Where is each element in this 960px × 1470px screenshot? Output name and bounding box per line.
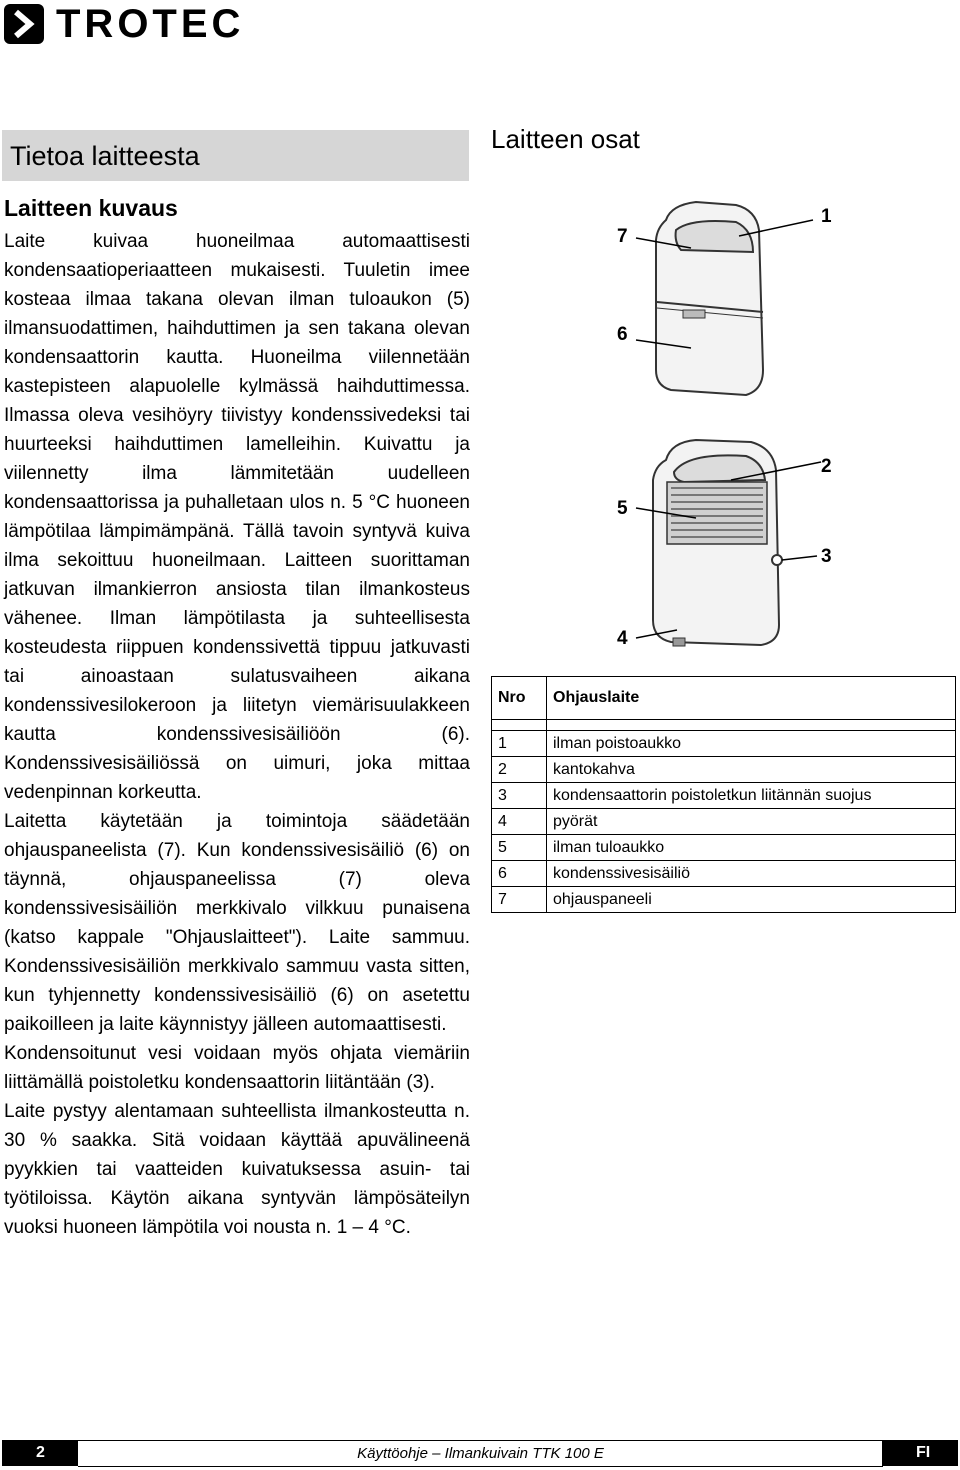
table-row — [492, 835, 956, 861]
callout-4: 4 — [617, 628, 628, 649]
table-row — [492, 809, 956, 835]
paragraph-1: Laite kuivaa huoneilmaa automaattisesti kondensaatioperiaatteen mukaisesti. Tuuletin imee kosteaa ilmaa takana olevan ilman tuloaukon (5) ilmansuodattimen, haihduttimen ja sen takana olevan kondensaattorin kautta. Huoneilma viilennetään kastepisteen alapuolelle kylmässä haihduttimessa. Ilmassa oleva vesihöyry tiivistyy kondenssivedeksi tai huurteeksi haihduttimen lamelleihin. Kuivattu ja viilennetty ilma lämmitetään uudelleen kondensaattorissa ja puhalletaan ulos n. 5 °C huoneen lämpötilaa lämpimämpänä. Tällä tavoin syntyvä kuiva ilma sekoittuu huoneilmaan. Laitteen suorittaman jatkuvan ilmankierron ansiosta tilan ilmankosteus vähenee. Ilman lämpötilasta ja suhteellisesta kosteudesta riippuen kondenssivettä tippuu jatkuvasti tai ainoastaan sulatusvaiheen aikana kondenssivesilokeroon ja liitetyn viemärisuulakkeen kautta kondenssivesisäiliöön (6). Kondenssivesisäiliössä on uimuri, joka mittaa vedenpinnan korkeutta. — [4, 231, 470, 803]
table-row — [492, 861, 956, 887]
table-row — [492, 783, 956, 809]
row-label: ilman tuloaukko — [547, 835, 956, 861]
description-heading: Laitteen kuvaus — [4, 195, 178, 221]
language-code: FI — [882, 1440, 958, 1466]
row-label: kantokahva — [547, 757, 956, 783]
logo-mark-icon — [4, 4, 44, 44]
row-number: 3 — [492, 783, 547, 809]
parts-table — [491, 676, 956, 913]
row-label: kondensaattorin poistoletkun liitännän suojus — [547, 783, 956, 809]
parts-title: Laitteen osat — [491, 124, 640, 154]
row-number: 7 — [492, 887, 547, 913]
section-header-bar — [2, 130, 469, 181]
dehumidifier-illustration — [491, 190, 951, 660]
header-nro: Nro — [492, 677, 547, 720]
row-number: 2 — [492, 757, 547, 783]
row-number: 4 — [492, 809, 547, 835]
row-number: 5 — [492, 835, 547, 861]
page-footer — [2, 1440, 958, 1466]
callout-6: 6 — [617, 324, 628, 345]
document-title: Käyttöohje – Ilmankuivain TTK 100 E — [78, 1440, 883, 1467]
row-label: pyörät — [547, 809, 956, 835]
callout-2: 2 — [821, 456, 832, 477]
page-number: 2 — [2, 1440, 78, 1466]
device-figure — [491, 190, 951, 660]
row-label: ilman poistoaukko — [547, 731, 956, 757]
callout-1: 1 — [821, 206, 832, 227]
row-label: ohjauspaneeli — [547, 887, 956, 913]
callout-5: 5 — [617, 498, 628, 519]
table-header-row — [492, 677, 956, 720]
callout-7: 7 — [617, 226, 628, 247]
table-spacer — [492, 720, 956, 731]
paragraph-2: Laitetta käytetään ja toimintoja säädetään ohjauspaneelista (7). Kun kondenssivesisäiliö (6) on täynnä, ohjauspaneelissa (7) oleva kondenssivesisäiliön merkkivalo vilkkuu punaisena (katso kappale "Ohjauslaitteet"). Laite sammuu. Kondenssivesisäiliön merkkivalo sammuu vasta sitten, kun tyhjennetty kondenssivesisäiliö (6) on asetettu paikoilleen ja laite käynnistyy jälleen automaattisesti. — [4, 811, 470, 1035]
table-row — [492, 887, 956, 913]
table-row — [492, 757, 956, 783]
table-row — [492, 731, 956, 757]
description-column — [4, 195, 470, 1242]
paragraph-3: Kondensoitunut vesi voidaan myös ohjata viemäriin liittämällä poistoletku kondensaattorin liitäntään (3). — [4, 1043, 470, 1093]
row-label: kondenssivesisäiliö — [547, 861, 956, 887]
callout-3: 3 — [821, 546, 832, 567]
paragraph-4: Laite pystyy alentamaan suhteellista ilmankosteutta n. 30 % saakka. Sitä voidaan käyttää apuvälineenä pyykkien tai vaatteiden kuivatuksessa asuin- tai työtiloissa. Käytön aikana syntyvän lämpösäteilyn vuoksi huoneen lämpötila voi nousta n. 1 – 4 °C. — [4, 1101, 470, 1238]
trotec-logo — [4, 4, 324, 44]
section-title: Tietoa laitteesta — [10, 141, 200, 171]
header-ohjauslaite: Ohjauslaite — [547, 677, 956, 720]
row-number: 1 — [492, 731, 547, 757]
brand-name: TROTEC — [56, 2, 245, 46]
row-number: 6 — [492, 861, 547, 887]
